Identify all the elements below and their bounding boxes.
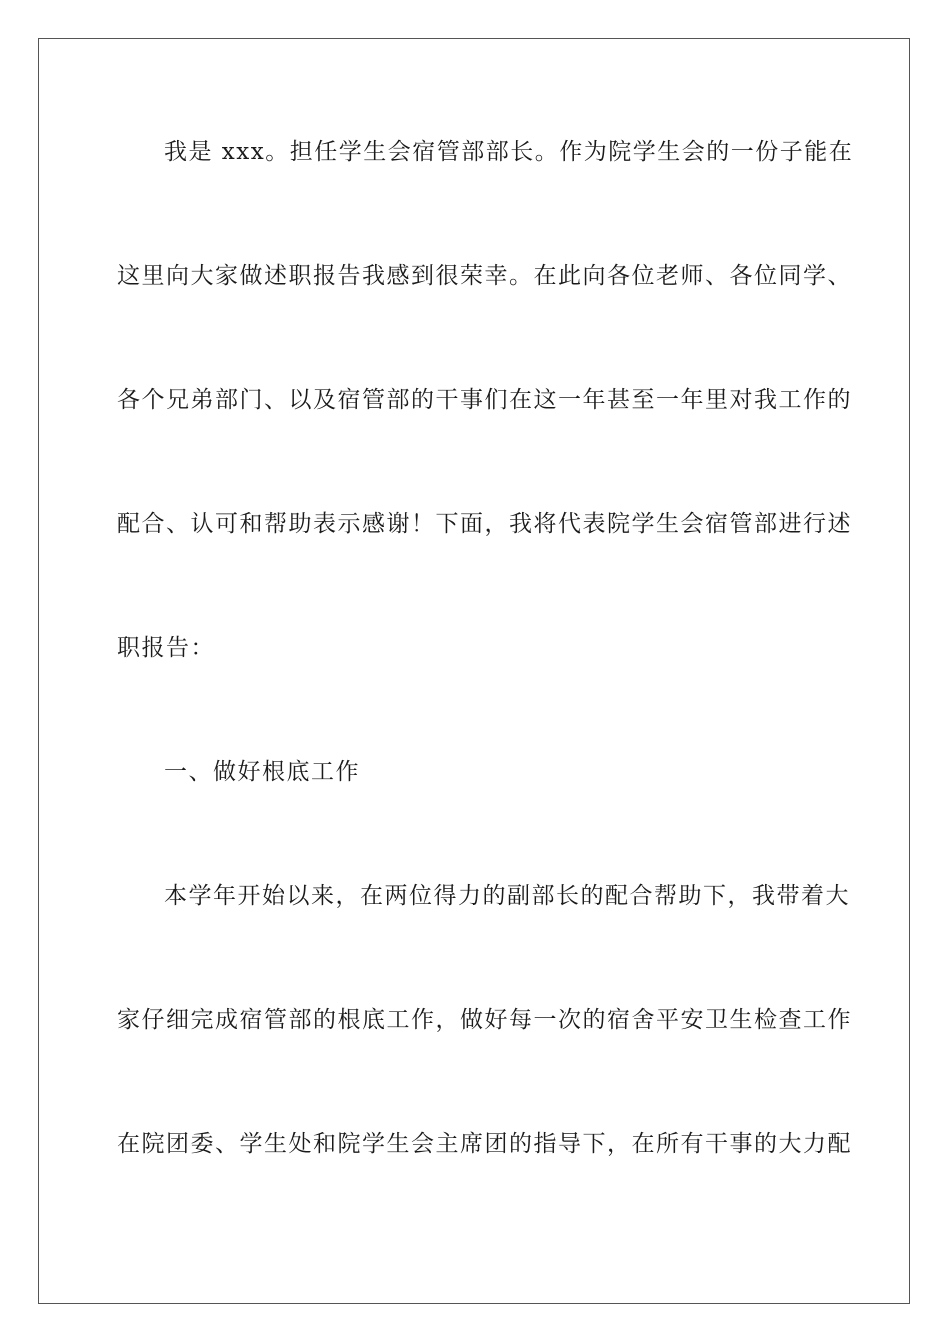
section-heading: 一、做好根底工作 <box>164 759 360 785</box>
paragraph-line-7: 家仔细完成宿管部的根底工作，做好每一次的宿舍平安卫生检查工作 <box>117 1007 852 1033</box>
paragraph-line-6: 本学年开始以来，在两位得力的副部长的配合帮助下，我带着大 <box>164 883 850 909</box>
paragraph-line-1: 我是 xxx。担任学生会宿管部部长。作为院学生会的一份子能在 <box>164 139 854 165</box>
paragraph-line-8: 在院团委、学生处和院学生会主席团的指导下，在所有干事的大力配 <box>117 1131 852 1157</box>
paragraph-line-5: 职报告： <box>117 635 215 661</box>
paragraph-line-2: 这里向大家做述职报告我感到很荣幸。在此向各位老师、各位同学、 <box>117 263 852 289</box>
page-border <box>38 38 910 1304</box>
paragraph-line-3: 各个兄弟部门、以及宿管部的干事们在这一年甚至一年里对我工作的 <box>117 387 852 413</box>
paragraph-line-4: 配合、认可和帮助表示感谢！下面，我将代表院学生会宿管部进行述 <box>117 511 852 537</box>
